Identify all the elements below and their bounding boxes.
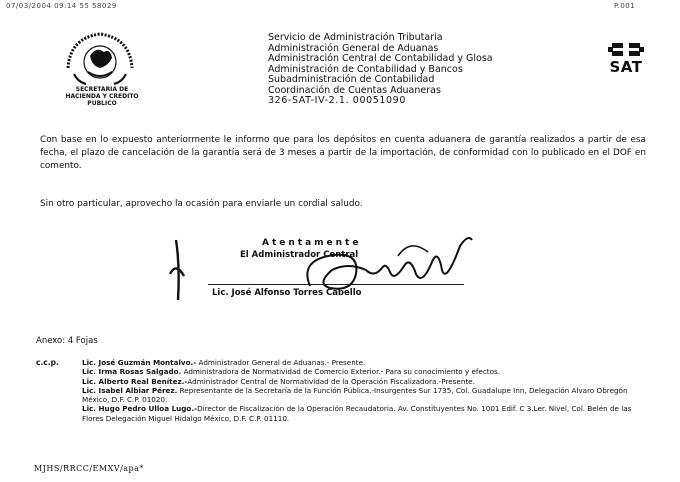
header-line: Coordinación de Cuentas Aduaneras: [268, 84, 441, 96]
signature-closing: Atentamente: [262, 238, 362, 248]
closing-paragraph: Sin otro particular, aprovecho la ocasión para enviarle un cordial saludo.: [40, 199, 363, 209]
office-number: 326-SAT-IV-2.1. 00051090: [268, 95, 406, 106]
sat-logo-text: SAT: [609, 58, 643, 76]
signature-line: [208, 284, 464, 285]
header-line: Administración de Contabilidad y Bancos: [268, 63, 463, 75]
ccp-entry: Lic. Alberto Real Benítez.-Administrador Central de Normatividad de la Operación Fiscalizadora.-Presente.: [82, 376, 475, 386]
ccp-entry: Lic. Hugo Pedro Ulloa Lugo.-Director de Fiscalización de la Operación Recaudatoria. Av. Constituyentes No. 1001 Edif. C 3.Ler. Nivel, Col. Belén de las Flores Delegación Miguel Hidalgo México, D.F. C.P. 01110.: [82, 404, 632, 423]
signer-name: Lic. José Alfonso Torres Cabello: [212, 288, 362, 298]
letterhead: [268, 33, 493, 107]
reference-initials: MJHS/RRCC/EMXV/apa*: [34, 464, 144, 473]
header-line: Administración Central de Contabilidad y Glosa: [268, 53, 493, 64]
ccp-entry: Lic. José Guzmán Montalvo.- Administrador General de Aduanas.- Presente.: [82, 358, 366, 367]
attachments-note: Anexo: 4 Fojas: [36, 336, 98, 346]
header-line: Subadministración de Contabilidad: [268, 74, 435, 85]
government-seal: [60, 30, 140, 90]
fax-header-right: P.001: [614, 2, 636, 10]
ccp-label: c.c.p.: [36, 358, 59, 367]
header-line: Administración General de Aduanas: [268, 42, 439, 54]
sat-logo: [604, 40, 648, 74]
signer-title: El Administrador Central: [240, 250, 359, 260]
body-paragraph: Con base en lo expuesto anteriormente le informo que para los depósitos en cuenta aduanera de garantía realizados a partir de esa fecha, el plazo de cancelación de la garantía será de 3 meses a partir de la importación, de conformidad con lo publicado en el DOF en comento.: [40, 135, 646, 171]
sat-emblem-icon: [604, 40, 648, 60]
header-line: Servicio de Administración Tributaria: [268, 32, 443, 43]
ccp-list: [82, 358, 642, 423]
ccp-entry: Lic. Isabel Albiar Pérez. Representante de la Secretaría de la Función Pública.-Insurgentes Sur 1735, Col. Guadalupe Inn, Delegación Alvaro Obregón México, D.F. C.P. 01020.: [82, 385, 628, 405]
seal-caption: SECRETARIA DE HACIENDA Y CREDITO PUBLICO: [65, 86, 139, 107]
fax-header-left: 07/03/2004 09:14 55 58029: [6, 2, 117, 10]
ccp-entry: Lic. Irma Rosas Salgado. Administradora de Normatividad de Comercio Exterior.- Para su conocimiento y efectos.: [82, 367, 501, 377]
